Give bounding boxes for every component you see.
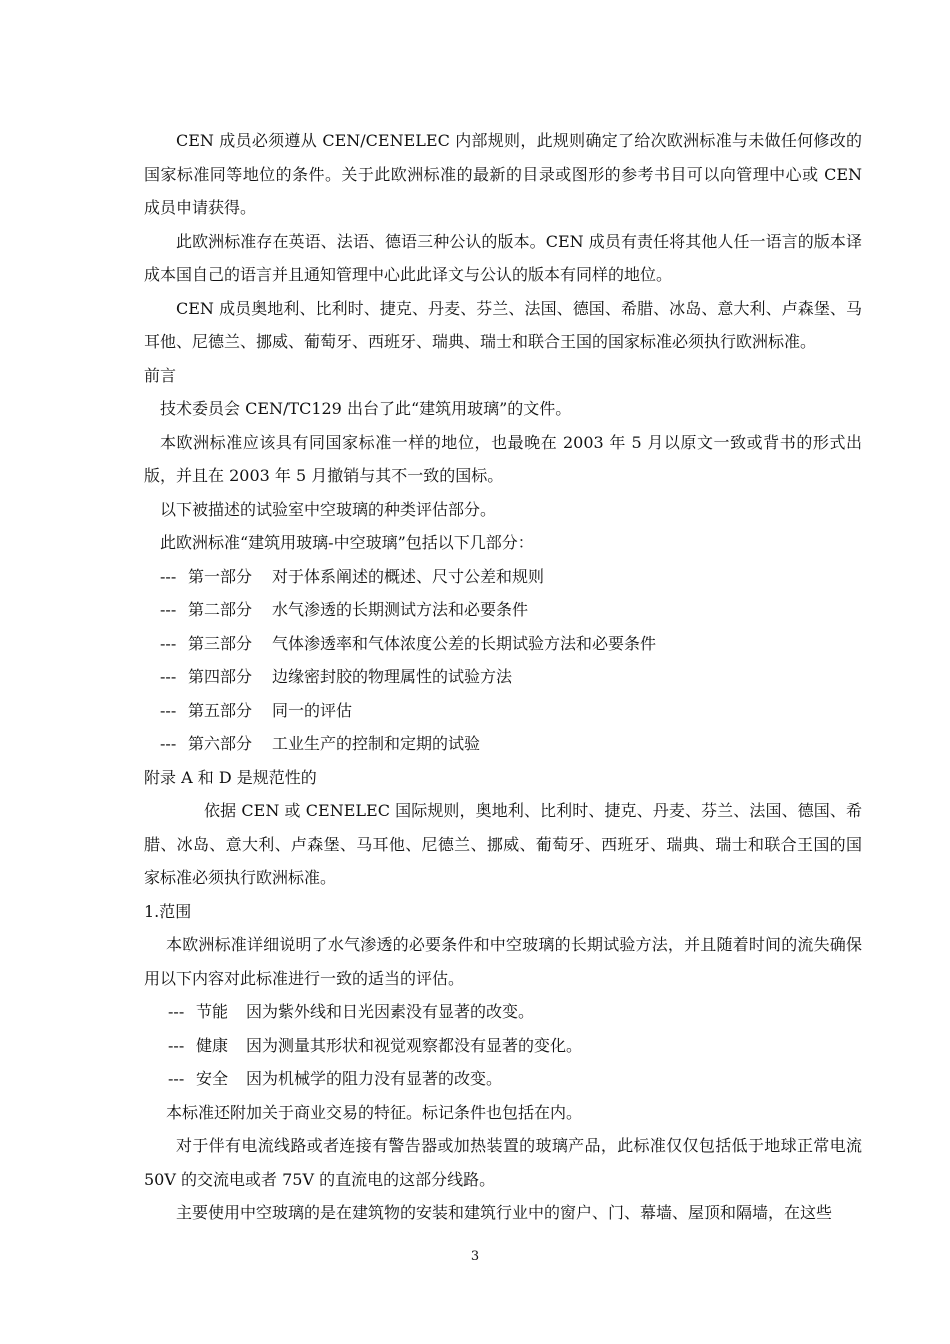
document-body <box>144 124 862 1230</box>
page-number: 3 <box>470 1249 480 1264</box>
list-dash: --- <box>168 1069 185 1088</box>
paragraph-official-versions: 此欧洲标准存在英语、法语、德语三种公认的版本。CEN 成员有责任将其他人任一语言的版本译成本国自己的语言并且通知管理中心此此译文与公认的版本有同样的地位。 <box>144 231 862 284</box>
foreword-paragraph-evaluation: 以下被描述的试验室中空玻璃的种类评估部分。 <box>160 499 497 519</box>
list-dash: --- <box>160 633 177 653</box>
list-item-energy-saving <box>144 995 862 1029</box>
item-label: 健康 <box>196 1035 229 1055</box>
item-label: 节能 <box>196 1002 229 1021</box>
list-item-part-3 <box>144 627 862 661</box>
item-description: 因为紫外线和日光因素没有显著的改变。 <box>246 1002 535 1021</box>
foreword-heading: 前言 <box>144 365 177 385</box>
part-description: 气体渗透率和气体浓度公差的长期试验方法和必要条件 <box>272 633 657 653</box>
list-dash: --- <box>160 566 177 586</box>
part-label: 第一部分 <box>188 566 253 586</box>
item-description: 因为机械学的阻力没有显著的改变。 <box>246 1069 503 1088</box>
list-item-health <box>144 1029 862 1063</box>
part-label: 第二部分 <box>188 600 253 619</box>
foreword-paragraph-parts-intro: 此欧洲标准“建筑用玻璃-中空玻璃”包括以下几部分： <box>160 533 534 552</box>
list-dash: --- <box>160 734 177 753</box>
part-description: 水气渗透的长期测试方法和必要条件 <box>272 600 529 619</box>
list-dash: --- <box>168 1035 185 1055</box>
item-description: 因为测量其形状和视觉观察都没有显著的变化。 <box>246 1035 583 1055</box>
part-description: 同一的评估 <box>272 700 353 720</box>
scope-paragraph-usage: 主要使用中空玻璃的是在建筑物的安装和建筑行业中的窗户、门、幕墙、屋顶和隔墙，在这些 <box>176 1203 833 1222</box>
annex-note: 附录 A 和 D 是规范性的 <box>144 767 317 787</box>
list-dash: --- <box>160 667 177 686</box>
list-item-part-4 <box>144 660 862 694</box>
foreword-paragraph-tc129: 技术委员会 CEN/TC129 出台了此“建筑用玻璃”的文件。 <box>160 399 572 418</box>
foreword-paragraph-status: 本欧洲标准应该具有同国家标准一样的地位，也最晚在 2003 年 5 月以原文一致或背书的形式出版，并且在 2003 年 5 月撤销与其不一致的国标。 <box>144 432 862 485</box>
list-item-part-5 <box>144 694 862 728</box>
list-dash: --- <box>168 1002 185 1021</box>
part-description: 工业生产的控制和定期的试验 <box>272 734 481 753</box>
paragraph-cen-members: CEN 成员奥地利、比利时、捷克、丹麦、芬兰、法国、德国、希腊、冰岛、意大利、卢森堡、马耳他、尼德兰、挪威、葡萄牙、西班牙、瑞典、瑞士和联合王国的国家标准必须执行欧洲标准。 <box>144 298 862 351</box>
part-label: 第三部分 <box>188 633 253 653</box>
list-item-part-6 <box>144 727 862 761</box>
part-description: 边缘密封胶的物理属性的试验方法 <box>272 667 513 686</box>
foreword-paragraph-cenelec: 依据 CEN 或 CENELEC 国际规则，奥地利、比利时、捷克、丹麦、芬兰、法国、德国、希腊、冰岛、意大利、卢森堡、马耳他、尼德兰、挪威、葡萄牙、西班牙、瑞典、瑞士和联合王国的国家标准必须执行欧洲标准。 <box>144 801 862 887</box>
list-dash: --- <box>160 600 177 619</box>
item-label: 安全 <box>196 1069 229 1088</box>
list-item-safety <box>144 1062 862 1096</box>
scope-paragraph-requirements: 本欧洲标准详细说明了水气渗透的必要条件和中空玻璃的长期试验方法，并且随着时间的流失确保用以下内容对此标准进行一致的适当的评估。 <box>144 935 862 988</box>
list-item-part-2 <box>144 593 862 627</box>
list-dash: --- <box>160 700 177 720</box>
paragraph-cen-rules: CEN 成员必须遵从 CEN/CENELEC 内部规则，此规则确定了给次欧洲标准与未做任何修改的国家标准同等地位的条件。关于此欧洲标准的最新的目录或图形的参考书目可以向管理中心或 CEN 成员申请获得。 <box>144 131 862 217</box>
list-item-part-1 <box>144 560 862 594</box>
part-label: 第六部分 <box>188 734 253 753</box>
scope-heading: 1.范围 <box>144 901 192 921</box>
part-label: 第五部分 <box>188 700 253 720</box>
scope-paragraph-electrical: 对于伴有电流线路或者连接有警告器或加热装置的玻璃产品，此标准仅仅包括低于地球正常电流 50V 的交流电或者 75V 的直流电的这部分线路。 <box>144 1136 862 1189</box>
part-label: 第四部分 <box>188 667 253 686</box>
scope-paragraph-commercial: 本标准还附加关于商业交易的特征。标记条件也包括在内。 <box>166 1102 583 1122</box>
part-description: 对于体系阐述的概述、尺寸公差和规则 <box>272 566 545 586</box>
